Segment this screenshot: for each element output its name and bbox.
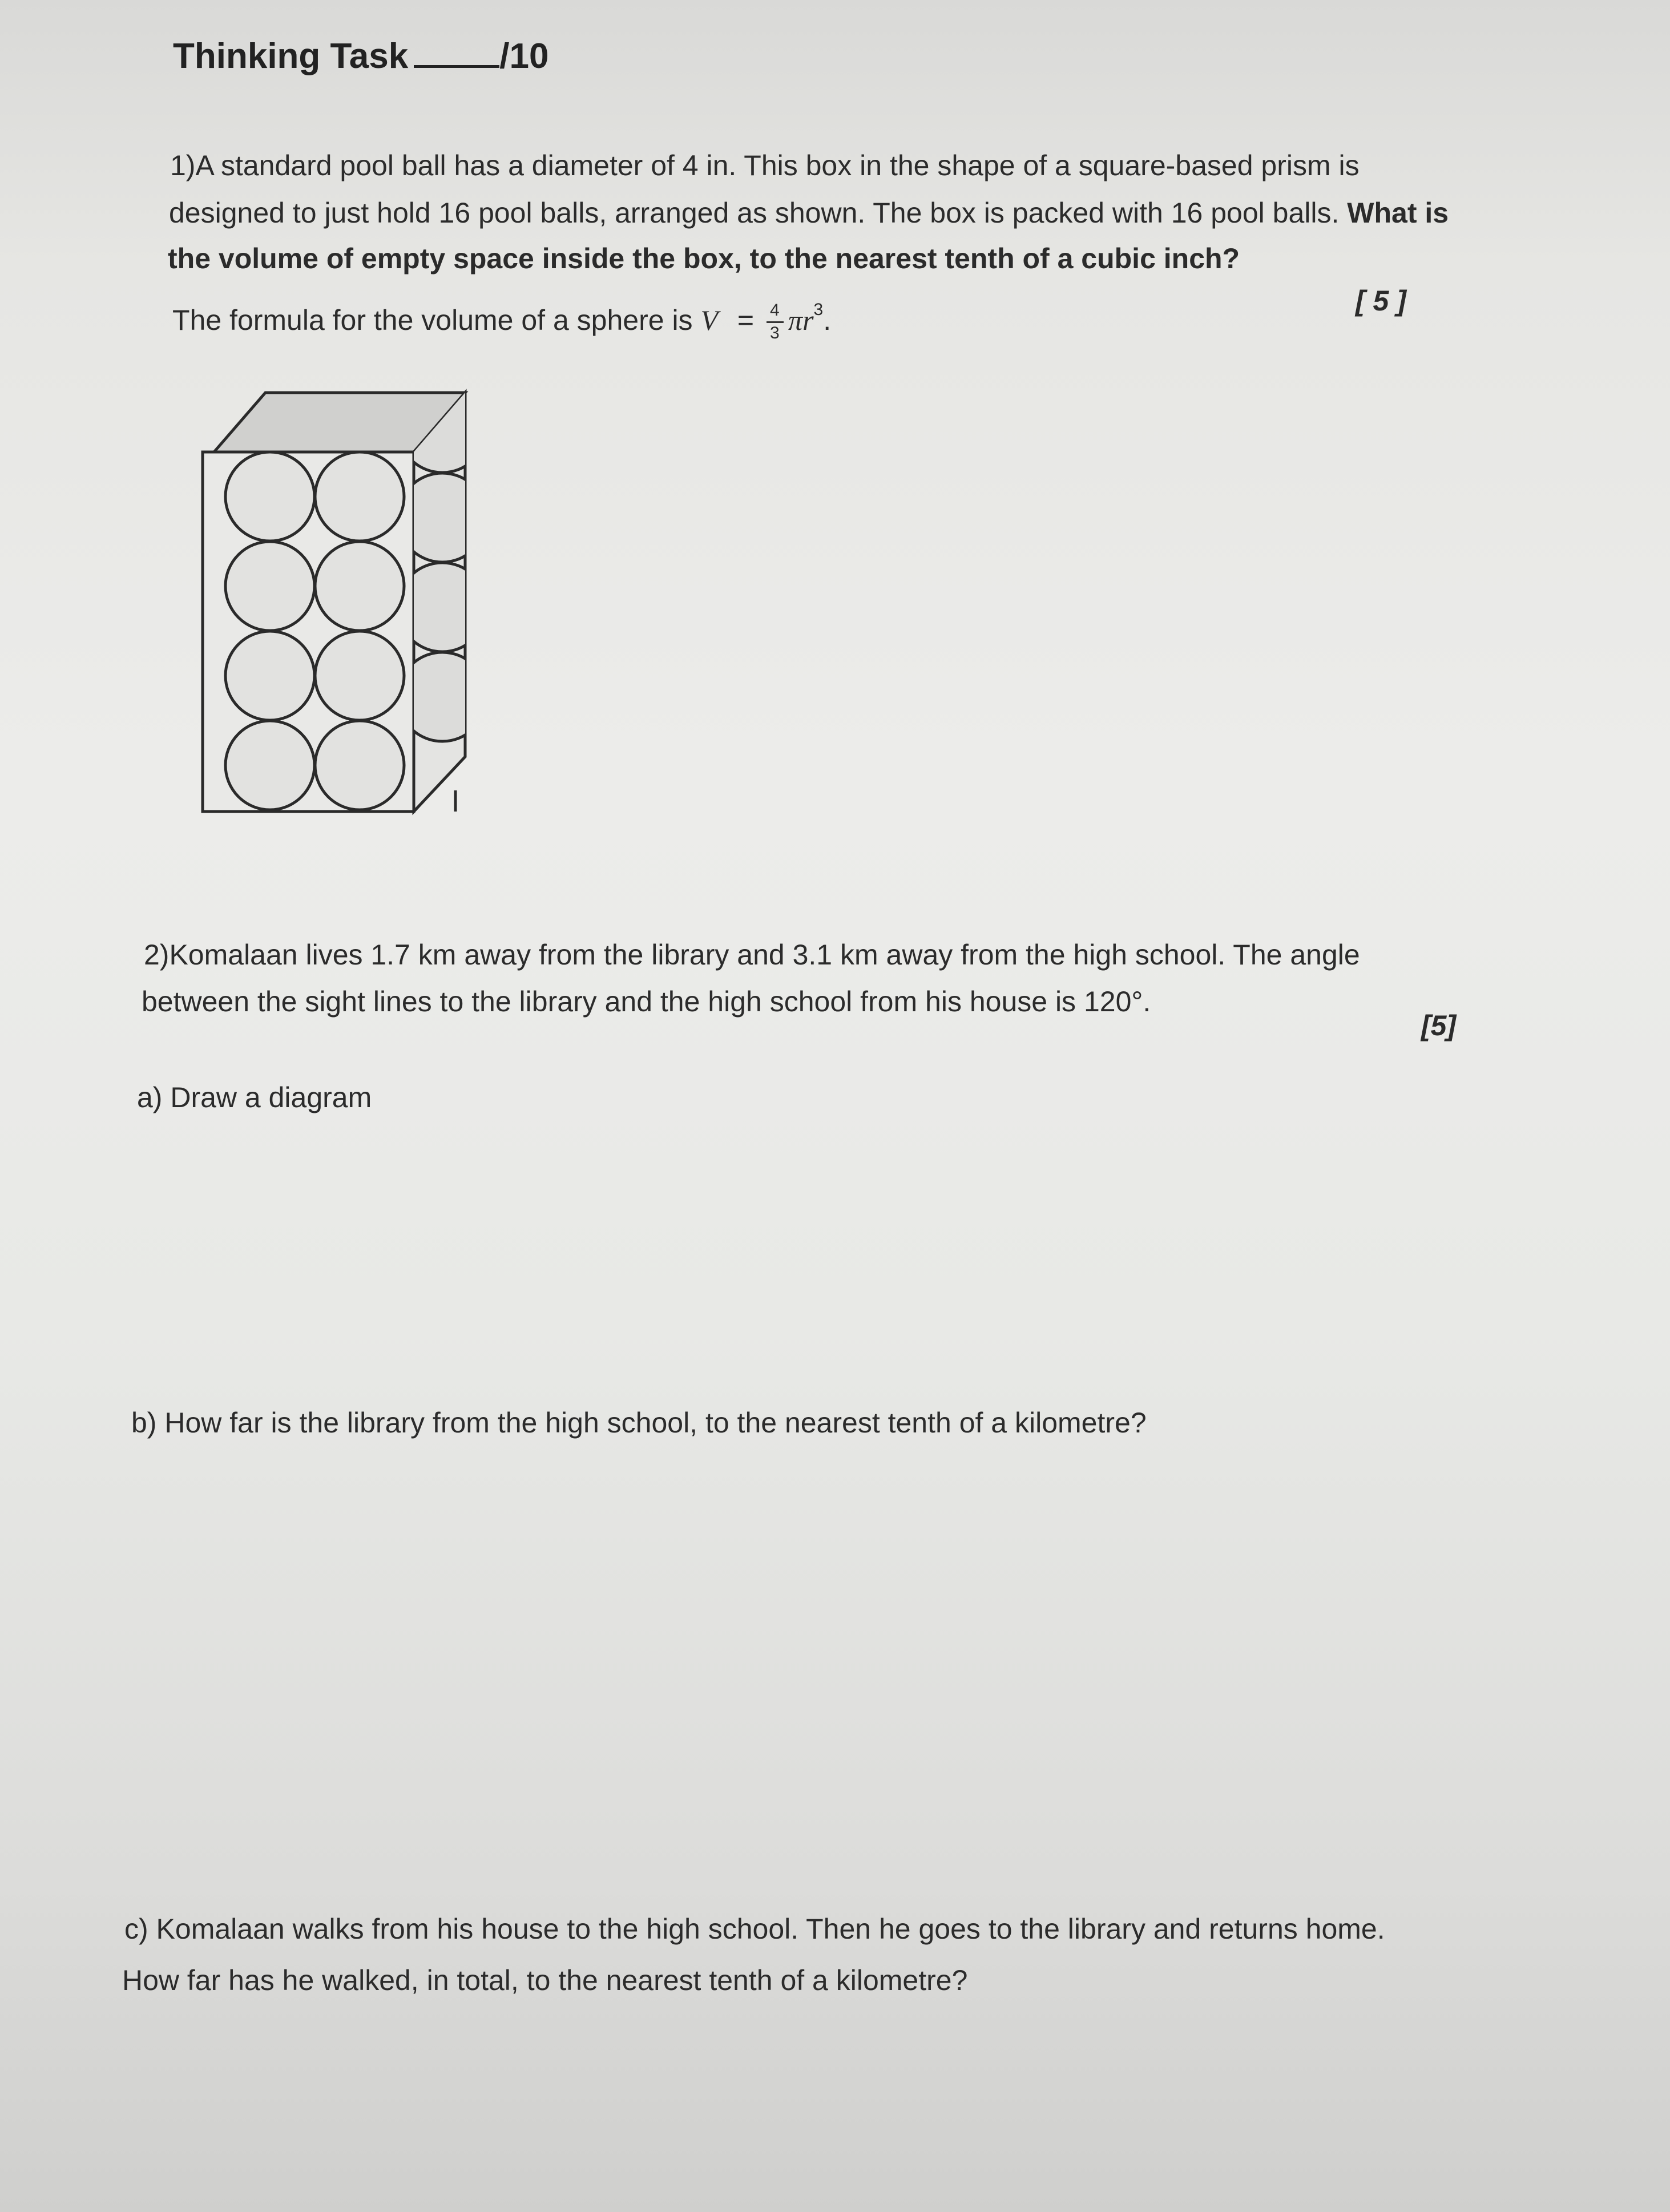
q1-formula-v: V xyxy=(700,304,719,336)
q1-line-1: 1)A standard pool ball has a diameter of 4 in. This box in the shape of a square-based prism is xyxy=(170,150,1360,181)
q1-formula xyxy=(172,301,831,340)
q1-formula-numerator: 4 xyxy=(770,300,780,320)
task-score-total: /10 xyxy=(499,37,549,76)
q2-part-b: b) How far is the library from the high school, to the nearest tenth of a kilometre? xyxy=(131,1407,1147,1439)
q1-formula-text: The formula for the volume of a sphere is xyxy=(172,304,693,336)
q2-part-a: a) Draw a diagram xyxy=(137,1081,372,1113)
pool-ball xyxy=(225,631,314,720)
q2-line-1: 2)Komalaan lives 1.7 km away from the library and 3.1 km away from the high school. The angle xyxy=(144,939,1360,971)
score-blank xyxy=(414,35,499,68)
q2-part-c-line-1: c) Komalaan walks from his house to the high school. Then he goes to the library and returns home. xyxy=(124,1913,1385,1945)
q1-formula-denominator: 3 xyxy=(770,323,780,342)
q1-formula-exponent: 3 xyxy=(813,300,824,319)
fraction-bar xyxy=(767,321,784,323)
pool-ball xyxy=(315,542,404,631)
pool-ball xyxy=(225,452,314,541)
q1-formula-fraction xyxy=(765,300,785,342)
q1-question: the volume of empty space inside the box, to the nearest tenth of a cubic inch? xyxy=(168,243,1240,275)
q2-line-2: between the sight lines to the library and the high school from his house is 120°. xyxy=(142,986,1151,1018)
pool-ball xyxy=(315,721,404,810)
q1-marks: [ 5 ] xyxy=(1356,285,1406,317)
pool-ball-box-diagram xyxy=(197,388,471,822)
q1-line-2-bold: What is xyxy=(1347,197,1449,229)
pool-ball xyxy=(315,452,404,541)
pool-ball xyxy=(225,542,314,631)
pool-ball xyxy=(225,721,314,810)
q1-formula-pi-r: πr xyxy=(788,304,814,336)
q2-part-c-line-2: How far has he walked, in total, to the nearest tenth of a kilometre? xyxy=(122,1964,968,1996)
q1-formula-period: . xyxy=(823,304,832,336)
q1-formula-equals: = xyxy=(737,304,755,336)
task-title-text: Thinking Task xyxy=(173,37,409,76)
q2-marks: [5] xyxy=(1421,1010,1457,1042)
task-title xyxy=(173,35,548,74)
q1-line-2-normal: designed to just hold 16 pool balls, arranged as shown. The box is packed with 16 pool balls. xyxy=(169,197,1340,229)
pool-ball xyxy=(315,631,404,720)
q1-line-2 xyxy=(169,199,1449,227)
